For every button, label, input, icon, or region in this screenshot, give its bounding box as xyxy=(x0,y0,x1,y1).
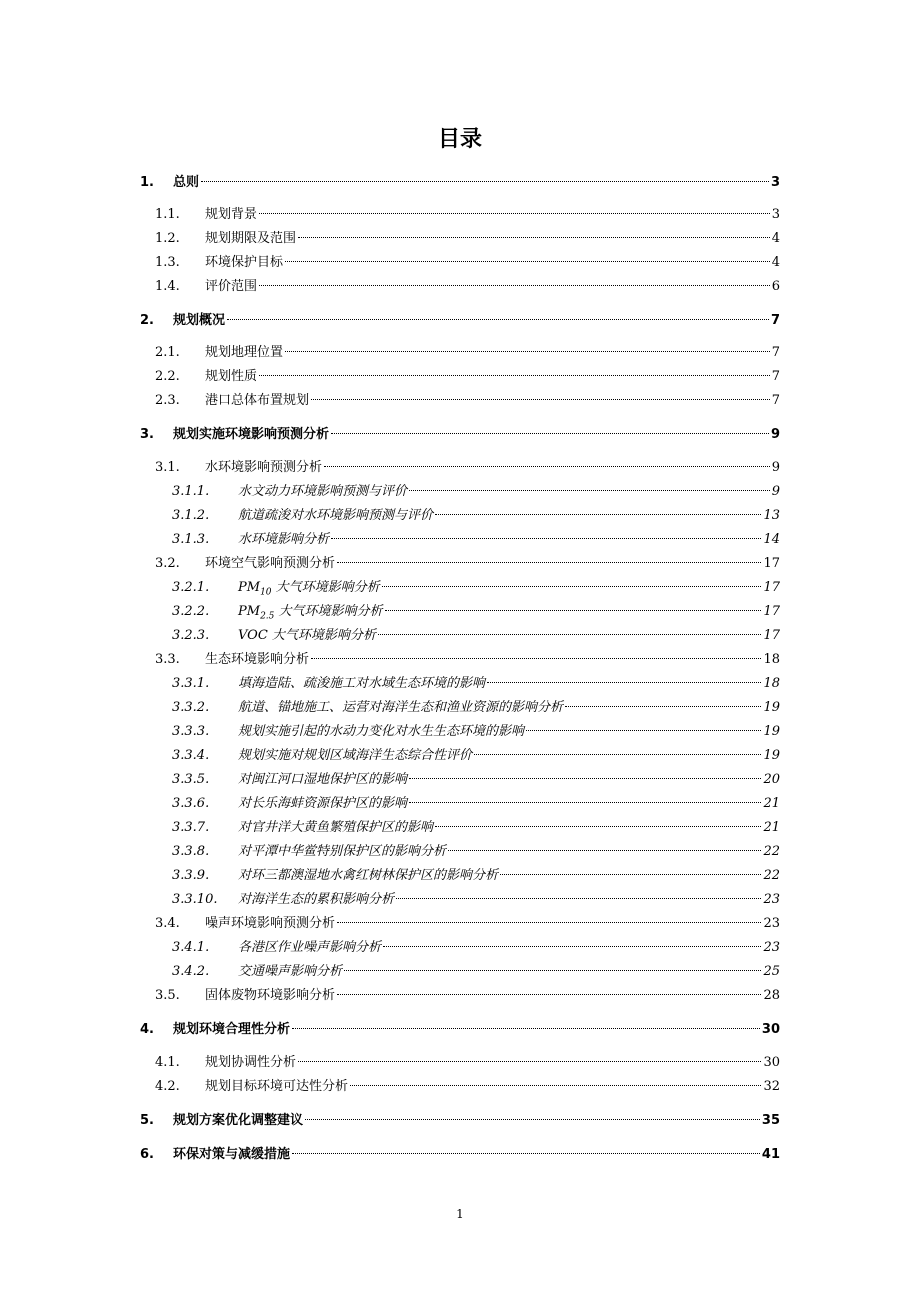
toc-dot-leader xyxy=(331,432,769,434)
toc-dot-leader xyxy=(285,260,770,262)
toc-entry-title: 环境空气影响预测分析 xyxy=(205,556,336,571)
toc-entry[interactable] xyxy=(172,531,780,549)
toc-entry-page: 4 xyxy=(771,255,780,270)
toc-entry-page: 9 xyxy=(770,427,780,442)
toc-entry-page: 21 xyxy=(763,820,780,835)
toc-entry-number: 3.4. xyxy=(155,916,180,931)
page-title: 目录 xyxy=(437,127,482,152)
toc-entry-title: 规划目标环境可达性分析 xyxy=(205,1079,349,1094)
toc-entry-title: 航道、锚地施工、运营对海洋生态和渔业资源的影响分析 xyxy=(238,700,564,715)
toc-entry-number: 3.2.2. xyxy=(172,604,210,619)
toc-entry-number: 3.3.10. xyxy=(172,892,218,907)
toc-entry-number: 3. xyxy=(140,427,154,442)
toc-entry-title: VOC 大气环境影响分析 xyxy=(238,628,376,643)
toc-entry[interactable] xyxy=(155,368,780,386)
toc-entry-number: 3.1.2. xyxy=(172,508,210,523)
toc-entry[interactable] xyxy=(140,1146,780,1164)
toc-entry-number: 3.2. xyxy=(155,556,180,571)
toc-entry-number: 3.3.1. xyxy=(172,676,210,691)
toc-dot-leader xyxy=(435,825,761,827)
toc-entry-number: 6. xyxy=(140,1147,154,1162)
toc-entry[interactable] xyxy=(172,483,780,501)
toc-entry[interactable] xyxy=(172,675,780,693)
toc-entry-page: 4 xyxy=(771,231,780,246)
toc-entry-page: 17 xyxy=(763,580,780,595)
toc-entry[interactable] xyxy=(155,651,780,669)
toc-entry[interactable] xyxy=(155,987,780,1005)
toc-entry-number: 1.3. xyxy=(155,255,180,270)
toc-dot-leader xyxy=(337,921,761,923)
toc-entry-title: 环境保护目标 xyxy=(205,255,284,270)
toc-dot-leader xyxy=(526,729,761,731)
toc-dot-leader xyxy=(331,537,761,539)
toc-entry-title-subscript: 10 xyxy=(260,587,272,598)
toc-entry-title: 填海造陆、疏浚施工对水域生态环境的影响 xyxy=(238,676,486,691)
toc-dot-leader xyxy=(285,350,770,352)
toc-entry-number: 1.4. xyxy=(155,279,180,294)
toc-entry-page: 13 xyxy=(763,508,780,523)
toc-dot-leader xyxy=(474,753,761,755)
toc-entry-page: 17 xyxy=(763,604,780,619)
toc-entry[interactable] xyxy=(155,230,780,248)
toc-entry-page: 7 xyxy=(771,393,780,408)
toc-entry-number: 1.1. xyxy=(155,207,180,222)
toc-dot-leader xyxy=(298,1060,761,1062)
toc-entry-number: 4. xyxy=(140,1022,154,1037)
toc-entry[interactable] xyxy=(172,699,780,717)
toc-entry[interactable] xyxy=(155,555,780,573)
toc-entry-title-prefix: PM xyxy=(238,580,261,595)
page-number: 1 xyxy=(456,1207,464,1221)
toc-entry-page: 3 xyxy=(770,175,780,190)
toc-entry[interactable] xyxy=(172,603,780,621)
toc-entry-number: 1.2. xyxy=(155,231,180,246)
toc-entry[interactable] xyxy=(172,507,780,525)
toc-dot-leader xyxy=(448,849,761,851)
toc-entry-title: 对长乐海蚌资源保护区的影响 xyxy=(238,796,408,811)
toc-entry-number: 1. xyxy=(140,175,154,190)
toc-dot-leader xyxy=(435,513,761,515)
toc-dot-leader xyxy=(337,561,761,563)
toc-entry-number: 3.3.4. xyxy=(172,748,210,763)
toc-entry-title: 固体废物环境影响分析 xyxy=(205,988,336,1003)
toc-entry-title: 规划实施对规划区域海洋生态综合性评价 xyxy=(238,748,473,763)
toc-entry[interactable] xyxy=(172,939,780,957)
toc-entry-title: 生态环境影响分析 xyxy=(205,652,310,667)
toc-entry-page: 6 xyxy=(771,279,780,294)
toc-entry-page: 7 xyxy=(770,313,780,328)
toc-entry-page: 9 xyxy=(771,484,780,499)
toc-entry-page: 23 xyxy=(763,940,780,955)
toc-entry-title xyxy=(238,603,383,621)
toc-entry-title: 对海洋生态的累积影响分析 xyxy=(238,892,395,907)
toc-entry-title: 规划环境合理性分析 xyxy=(173,1022,291,1037)
toc-dot-leader xyxy=(201,180,769,182)
toc-dot-leader xyxy=(500,873,761,875)
toc-entry-page: 19 xyxy=(763,748,780,763)
toc-entry-title: 环保对策与减缓措施 xyxy=(173,1147,291,1162)
toc-entry[interactable] xyxy=(140,1021,780,1039)
toc-entry-number: 3.1.1. xyxy=(172,484,210,499)
toc-entry[interactable] xyxy=(172,795,780,813)
toc-entry-number: 4.2. xyxy=(155,1079,180,1094)
toc-entry[interactable] xyxy=(155,1054,780,1072)
toc-dot-leader xyxy=(292,1027,760,1029)
toc-entry-page: 17 xyxy=(763,628,780,643)
toc-entry-page: 25 xyxy=(763,964,780,979)
toc-dot-leader xyxy=(227,318,769,320)
toc-dot-leader xyxy=(350,1084,761,1086)
toc-entry[interactable] xyxy=(172,843,780,861)
toc-entry-title: 水文动力环境影响预测与评价 xyxy=(238,484,408,499)
toc-entry[interactable] xyxy=(155,278,780,296)
toc-entry-number: 2.2. xyxy=(155,369,180,384)
toc-entry-title-rest: 大气环境影响分析 xyxy=(274,604,383,619)
toc-entry-number: 3.4.1. xyxy=(172,940,210,955)
toc-entry[interactable] xyxy=(172,723,780,741)
toc-entry[interactable] xyxy=(172,891,780,909)
toc-entry-page: 3 xyxy=(771,207,780,222)
toc-entry-title-prefix: PM xyxy=(238,604,261,619)
toc-entry-title-rest: 大气环境影响分析 xyxy=(271,580,380,595)
toc-entry[interactable] xyxy=(155,459,780,477)
toc-dot-leader xyxy=(337,993,761,995)
toc-entry-page: 19 xyxy=(763,700,780,715)
toc-entry-page: 41 xyxy=(761,1147,780,1162)
toc-entry[interactable] xyxy=(172,747,780,765)
toc-entry-title: 规划地理位置 xyxy=(205,345,284,360)
toc-dot-leader xyxy=(259,212,770,214)
toc-entry[interactable] xyxy=(140,426,780,444)
toc-entry-number: 3.2.1. xyxy=(172,580,210,595)
toc-entry-number: 3.3.6. xyxy=(172,796,210,811)
toc-entry-page: 30 xyxy=(761,1022,780,1037)
toc-entry-number: 3.3.7. xyxy=(172,820,210,835)
toc-entry-page: 7 xyxy=(771,345,780,360)
toc-entry-page: 35 xyxy=(761,1113,780,1128)
toc-entry-number: 3.1.3. xyxy=(172,532,210,547)
toc-entry-title: 规划概况 xyxy=(173,313,226,328)
toc-entry-title: 噪声环境影响预测分析 xyxy=(205,916,336,931)
toc-entry[interactable] xyxy=(172,819,780,837)
toc-dot-leader xyxy=(409,801,761,803)
toc-entry-title: 各港区作业噪声影响分析 xyxy=(238,940,382,955)
toc-dot-leader xyxy=(396,897,761,899)
toc-entry[interactable] xyxy=(155,254,780,272)
toc-entry-number: 3.3.9. xyxy=(172,868,210,883)
toc-dot-leader xyxy=(378,633,762,635)
toc-entry-title: 水环境影响分析 xyxy=(238,532,330,547)
toc-entry-number: 3.3.2. xyxy=(172,700,210,715)
toc-entry[interactable] xyxy=(172,579,780,597)
toc-entry-number: 2.3. xyxy=(155,393,180,408)
toc-dot-leader xyxy=(292,1152,760,1154)
toc-entry-page: 18 xyxy=(763,676,780,691)
toc-entry[interactable] xyxy=(140,174,780,192)
toc-entry-title: 评价范围 xyxy=(205,279,258,294)
toc-entry-title: 规划方案优化调整建议 xyxy=(173,1113,304,1128)
toc-entry-title: 规划背景 xyxy=(205,207,258,222)
toc-entry[interactable] xyxy=(155,1078,780,1096)
toc-entry-number: 5. xyxy=(140,1113,154,1128)
toc-entry-page: 22 xyxy=(763,844,780,859)
toc-entry-page: 18 xyxy=(763,652,780,667)
toc-entry[interactable] xyxy=(140,312,780,330)
toc-entry[interactable] xyxy=(155,915,780,933)
toc-entry-number: 3.2.3. xyxy=(172,628,210,643)
toc-dot-leader xyxy=(409,489,770,491)
toc-entry-number: 3.3.3. xyxy=(172,724,210,739)
toc-entry[interactable] xyxy=(140,1112,780,1130)
toc-entry-title: 规划期限及范围 xyxy=(205,231,297,246)
toc-dot-leader xyxy=(382,585,762,587)
toc-entry-title-subscript: 2.5 xyxy=(260,611,275,622)
toc-entry-title: 对平潭中华鲎特别保护区的影响分析 xyxy=(238,844,447,859)
toc-entry[interactable] xyxy=(172,771,780,789)
toc-entry-title: 航道疏浚对水环境影响预测与评价 xyxy=(238,508,434,523)
toc-dot-leader xyxy=(383,945,761,947)
toc-entry-page: 23 xyxy=(763,892,780,907)
toc-entry-page: 30 xyxy=(763,1055,780,1070)
toc-entry-page: 7 xyxy=(771,369,780,384)
toc-entry-number: 3.3.8. xyxy=(172,844,210,859)
toc-entry-number: 3.5. xyxy=(155,988,180,1003)
toc-entry-number: 3.3. xyxy=(155,652,180,667)
toc-entry[interactable] xyxy=(155,392,780,410)
toc-dot-leader xyxy=(259,284,770,286)
toc-entry-title: 总则 xyxy=(173,175,200,190)
toc-entry-number: 3.1. xyxy=(155,460,180,475)
toc-entry-title: 港口总体布置规划 xyxy=(205,393,310,408)
toc-entry-page: 32 xyxy=(763,1079,780,1094)
toc-dot-leader xyxy=(344,969,761,971)
toc-entry-title: 规划性质 xyxy=(205,369,258,384)
toc-dot-leader xyxy=(409,777,761,779)
toc-entry[interactable] xyxy=(155,344,780,362)
toc-entry-title xyxy=(238,579,380,597)
toc-entry-page: 19 xyxy=(763,724,780,739)
toc-entry-page: 20 xyxy=(763,772,780,787)
toc-entry-number: 3.3.5. xyxy=(172,772,210,787)
toc-entry-title: 对闽江河口湿地保护区的影响 xyxy=(238,772,408,787)
toc-entry-title: 规划协调性分析 xyxy=(205,1055,297,1070)
toc-entry-number: 2. xyxy=(140,313,154,328)
toc-dot-leader xyxy=(259,374,770,376)
toc-entry-number: 3.4.2. xyxy=(172,964,210,979)
toc-dot-leader xyxy=(298,236,770,238)
toc-entry-title: 交通噪声影响分析 xyxy=(238,964,343,979)
toc-entry-title: 规划实施引起的水动力变化对水生生态环境的影响 xyxy=(238,724,525,739)
toc-entry-page: 28 xyxy=(763,988,780,1003)
toc-entry[interactable] xyxy=(155,206,780,224)
toc-entry[interactable] xyxy=(172,867,780,885)
toc-dot-leader xyxy=(311,398,770,400)
toc-entry[interactable] xyxy=(172,963,780,981)
toc-dot-leader xyxy=(305,1118,760,1120)
toc-dot-leader xyxy=(324,465,770,467)
toc-entry-number: 4.1. xyxy=(155,1055,180,1070)
toc-entry[interactable] xyxy=(172,627,780,645)
toc-entry-page: 23 xyxy=(763,916,780,931)
toc-entry-page: 14 xyxy=(763,532,780,547)
toc-entry-title: 对官井洋大黄鱼繁殖保护区的影响 xyxy=(238,820,434,835)
toc-entry-page: 17 xyxy=(763,556,780,571)
toc-entry-page: 22 xyxy=(763,868,780,883)
toc-entry-page: 9 xyxy=(771,460,780,475)
toc-dot-leader xyxy=(385,609,762,611)
toc-dot-leader xyxy=(565,705,761,707)
toc-entry-title: 水环境影响预测分析 xyxy=(205,460,323,475)
toc-entry-page: 21 xyxy=(763,796,780,811)
toc-entry-number: 2.1. xyxy=(155,345,180,360)
toc-dot-leader xyxy=(487,681,761,683)
toc-entry-title: 规划实施环境影响预测分析 xyxy=(173,427,330,442)
toc-entry-title: 对环三都澳湿地水禽红树林保护区的影响分析 xyxy=(238,868,499,883)
toc-dot-leader xyxy=(311,657,761,659)
